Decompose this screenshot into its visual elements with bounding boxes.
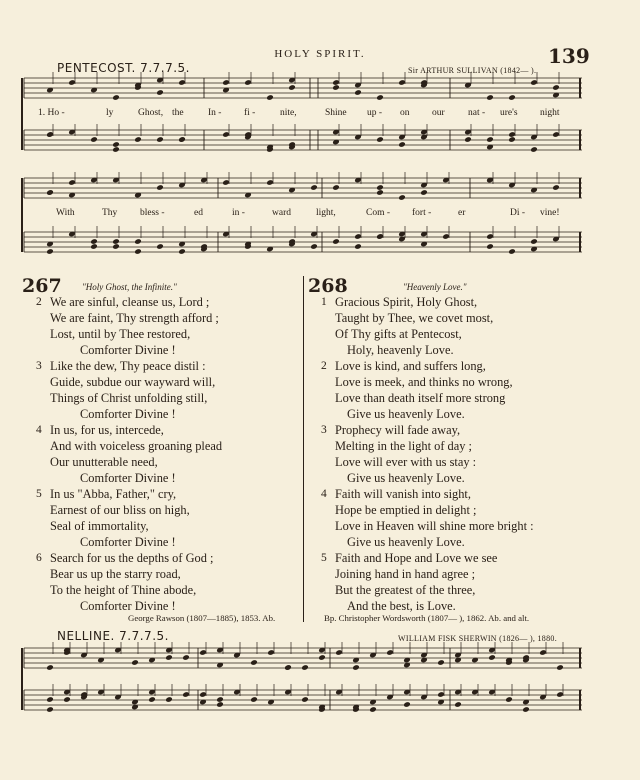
- stanza-267-4: [36, 422, 223, 486]
- stanza-line: Joining hand in hand agree ;: [335, 567, 476, 581]
- note-head: [488, 654, 496, 661]
- note-head: [332, 238, 340, 245]
- stanza-line: Comforter Divine !: [80, 407, 176, 421]
- note-head: [398, 141, 406, 148]
- tune-title-pentecost: PENTECOST. 7.7.7.5.: [57, 61, 190, 75]
- lyric-syllable: ure's: [500, 108, 518, 118]
- note-head: [310, 184, 318, 191]
- note-head: [216, 696, 224, 703]
- note-head: [178, 136, 186, 143]
- stanza-line: Faith and Hope and Love we see: [335, 551, 498, 565]
- stanza-267-6: [36, 550, 214, 614]
- lyric-syllable: Di -: [510, 208, 526, 218]
- stanza-number: 5: [36, 488, 42, 500]
- stanza-line: Things of Christ unfolding still,: [50, 391, 208, 405]
- note-head: [403, 701, 411, 708]
- note-head: [301, 664, 309, 671]
- note-head: [556, 664, 564, 671]
- stanza-line: Search for us the depths of God ;: [50, 551, 214, 565]
- note-head: [90, 243, 98, 250]
- stanza-line: Holy, heavenly Love.: [347, 343, 454, 357]
- note-head: [112, 243, 120, 250]
- note-head: [156, 136, 164, 143]
- lyric-syllable: In -: [208, 108, 222, 118]
- note-head: [90, 136, 98, 143]
- stanza-line: Prophecy will fade away,: [335, 423, 461, 437]
- lyric-line-2: [0, 208, 640, 222]
- stanza-line: Lost, until by Thee restored,: [50, 327, 191, 341]
- note-head: [46, 664, 54, 671]
- note-head: [63, 696, 71, 703]
- note-head: [156, 89, 164, 96]
- column-divider: [303, 276, 304, 622]
- lyric-syllable: up -: [367, 108, 383, 118]
- attribution-267: George Rawson (1807—1885), 1853. Ab.: [128, 613, 276, 623]
- stanza-267-3: [36, 358, 216, 422]
- stanza-line: Give us heavenly Love.: [347, 407, 465, 421]
- stanza-line: In us "Abba, Father," cry,: [50, 487, 177, 501]
- lyric-syllable: ed: [194, 208, 203, 218]
- note-head: [486, 136, 494, 143]
- note-head: [178, 248, 186, 255]
- stanza-line: Love is meek, and thinks no wrong,: [335, 375, 513, 389]
- note-head: [486, 243, 494, 250]
- stanza-line: Gracious Spirit, Holy Ghost,: [335, 295, 478, 309]
- note-head: [216, 701, 224, 708]
- page-header: HOLY SPIRIT.: [274, 48, 366, 60]
- stanza-number: 2: [36, 296, 42, 308]
- note-head: [508, 136, 516, 143]
- note-head: [250, 696, 258, 703]
- stanza-line: But the greatest of the three,: [335, 583, 476, 597]
- note-head: [376, 136, 384, 143]
- note-head: [90, 238, 98, 245]
- note-head: [134, 136, 142, 143]
- page-number: 139: [548, 44, 590, 68]
- lyric-syllable: night: [540, 108, 560, 118]
- lyric-syllable: in -: [232, 208, 245, 218]
- stanza-line: We are faint, Thy strength afford ;: [50, 311, 219, 325]
- note-head: [354, 243, 362, 250]
- lyric-syllable: Ghost,: [138, 108, 164, 118]
- lyric-syllable: bless -: [140, 208, 165, 218]
- stanza-line: Melting in the light of day ;: [335, 439, 472, 453]
- note-head: [376, 184, 384, 191]
- note-head: [112, 141, 120, 148]
- stanza-number: 5: [321, 552, 327, 564]
- stanza-line: In us, for us, intercede,: [50, 423, 164, 437]
- stanza-line: And with voiceless groaning plead: [50, 439, 223, 453]
- stanza-line: And the best, is Love.: [347, 599, 456, 613]
- stanza-line: Comforter Divine !: [80, 535, 176, 549]
- stanza-line: Of Thy gifts at Pentecost,: [335, 327, 462, 341]
- note-head: [165, 654, 173, 661]
- note-head: [134, 238, 142, 245]
- stanza-line: Taught by Thee, we covet most,: [335, 311, 494, 325]
- note-head: [332, 184, 340, 191]
- stanza-line: Comforter Divine !: [80, 471, 176, 485]
- stanza-line: Seal of immortality,: [50, 519, 149, 533]
- lyric-syllable: light,: [316, 208, 336, 218]
- note-head: [266, 94, 274, 101]
- note-head: [376, 94, 384, 101]
- stanza-number: 6: [36, 552, 42, 564]
- lyric-syllable: nat -: [468, 108, 486, 118]
- note-head: [310, 243, 318, 250]
- stanza-number: 1: [321, 296, 327, 308]
- lyric-syllable: fort -: [412, 208, 432, 218]
- stanza-line: Our unutterable need,: [50, 455, 158, 469]
- stanza-line: Love than death itself more strong: [335, 391, 506, 405]
- stanza-line: Love is kind, and suffers long,: [335, 359, 486, 373]
- note-head: [46, 696, 54, 703]
- stanza-line: Bear us up the starry road,: [50, 567, 181, 581]
- stanza-line: To the height of Thine abode,: [50, 583, 197, 597]
- note-head: [522, 706, 530, 713]
- note-head: [420, 189, 428, 196]
- lyric-syllable: our: [432, 108, 445, 118]
- lyric-syllable: nite,: [280, 108, 297, 118]
- note-head: [182, 654, 190, 661]
- note-head: [352, 664, 360, 671]
- lyric-syllable: on: [400, 108, 410, 118]
- note-head: [376, 189, 384, 196]
- stanza-line: Comforter Divine !: [80, 343, 176, 357]
- note-head: [505, 696, 513, 703]
- tune-composer-pentecost: Sir ARTHUR SULLIVAN (1842— ).: [408, 66, 537, 75]
- lyric-syllable: ly: [106, 108, 114, 118]
- lyric-syllable: Shine: [325, 108, 347, 118]
- tune-title-nelline: NELLINE. 7.7.7.5.: [57, 629, 169, 643]
- note-head: [437, 659, 445, 666]
- stanza-number: 3: [321, 424, 327, 436]
- note-head: [112, 94, 120, 101]
- note-head: [148, 696, 156, 703]
- note-head: [552, 84, 560, 91]
- note-head: [112, 238, 120, 245]
- note-head: [398, 194, 406, 201]
- note-head: [134, 248, 142, 255]
- stanza-line: Give us heavenly Love.: [347, 471, 465, 485]
- note-head: [301, 696, 309, 703]
- note-head: [508, 248, 516, 255]
- note-head: [112, 146, 120, 153]
- stanza-268-3: [321, 422, 477, 486]
- note-head: [46, 706, 54, 713]
- note-head: [318, 654, 326, 661]
- stanza-268-1: [321, 294, 494, 358]
- stanza-line: Guide, subdue our wayward will,: [50, 375, 216, 389]
- note-head: [284, 664, 292, 671]
- note-head: [156, 243, 164, 250]
- stanza-line: Love will ever with us stay :: [335, 455, 477, 469]
- stanza-line: Faith will vanish into sight,: [335, 487, 471, 501]
- stanza-line: Like the dew, Thy peace distil :: [50, 359, 206, 373]
- tune-composer-nelline: WILLIAM FISK SHERWIN (1826— ), 1880.: [398, 634, 558, 643]
- note-head: [46, 248, 54, 255]
- attribution-268: Bp. Christopher Wordsworth (1807— ), 1862. Ab. and alt.: [324, 613, 530, 623]
- stanza-line: Comforter Divine !: [80, 599, 176, 613]
- lyric-syllable: With: [56, 208, 75, 218]
- hymn-subtitle-267: "Holy Ghost, the Infinite.": [82, 282, 177, 292]
- stanza-line: Hope be emptied in delight ;: [335, 503, 477, 517]
- stanza-line: Give us heavenly Love.: [347, 535, 465, 549]
- note-head: [156, 184, 164, 191]
- note-head: [369, 706, 377, 713]
- note-head: [508, 94, 516, 101]
- note-head: [332, 84, 340, 91]
- note-head: [486, 94, 494, 101]
- lyric-syllable: the: [172, 108, 184, 118]
- lyric-line-1: [0, 108, 640, 122]
- stanza-line: Love in Heaven will shine more bright :: [335, 519, 534, 533]
- lyric-syllable: er: [458, 208, 466, 218]
- lyric-syllable: 1. Ho -: [38, 108, 65, 118]
- note-head: [530, 238, 538, 245]
- lyric-syllable: Thy: [102, 208, 118, 218]
- note-head: [354, 89, 362, 96]
- hymn-number-268: 268: [308, 275, 348, 297]
- note-head: [46, 189, 54, 196]
- note-head: [131, 659, 139, 666]
- stanza-268-2: [321, 358, 513, 422]
- stanza-number: 3: [36, 360, 42, 372]
- lyric-syllable: fi -: [244, 108, 256, 118]
- lyric-syllable: ward: [272, 208, 291, 218]
- note-head: [454, 701, 462, 708]
- note-head: [165, 696, 173, 703]
- hymn-number-267: 267: [22, 275, 62, 297]
- stanza-267-2: [36, 294, 219, 358]
- stanza-line: Earnest of our bliss on high,: [50, 503, 190, 517]
- stanza-number: 4: [36, 424, 42, 436]
- note-head: [464, 136, 472, 143]
- stanza-268-4: [321, 486, 534, 550]
- note-head: [552, 184, 560, 191]
- note-head: [530, 146, 538, 153]
- lyric-syllable: Com -: [366, 208, 391, 218]
- stanza-number: 2: [321, 360, 327, 372]
- stanza-number: 4: [321, 488, 327, 500]
- stanza-line: We are sinful, cleanse us, Lord ;: [50, 295, 210, 309]
- stanza-267-5: [36, 486, 190, 550]
- note-head: [288, 84, 296, 91]
- hymn-subtitle-268: "Heavenly Love.": [403, 282, 467, 292]
- note-head: [250, 659, 258, 666]
- lyric-syllable: vine!: [540, 208, 560, 218]
- stanza-268-5: [321, 550, 498, 614]
